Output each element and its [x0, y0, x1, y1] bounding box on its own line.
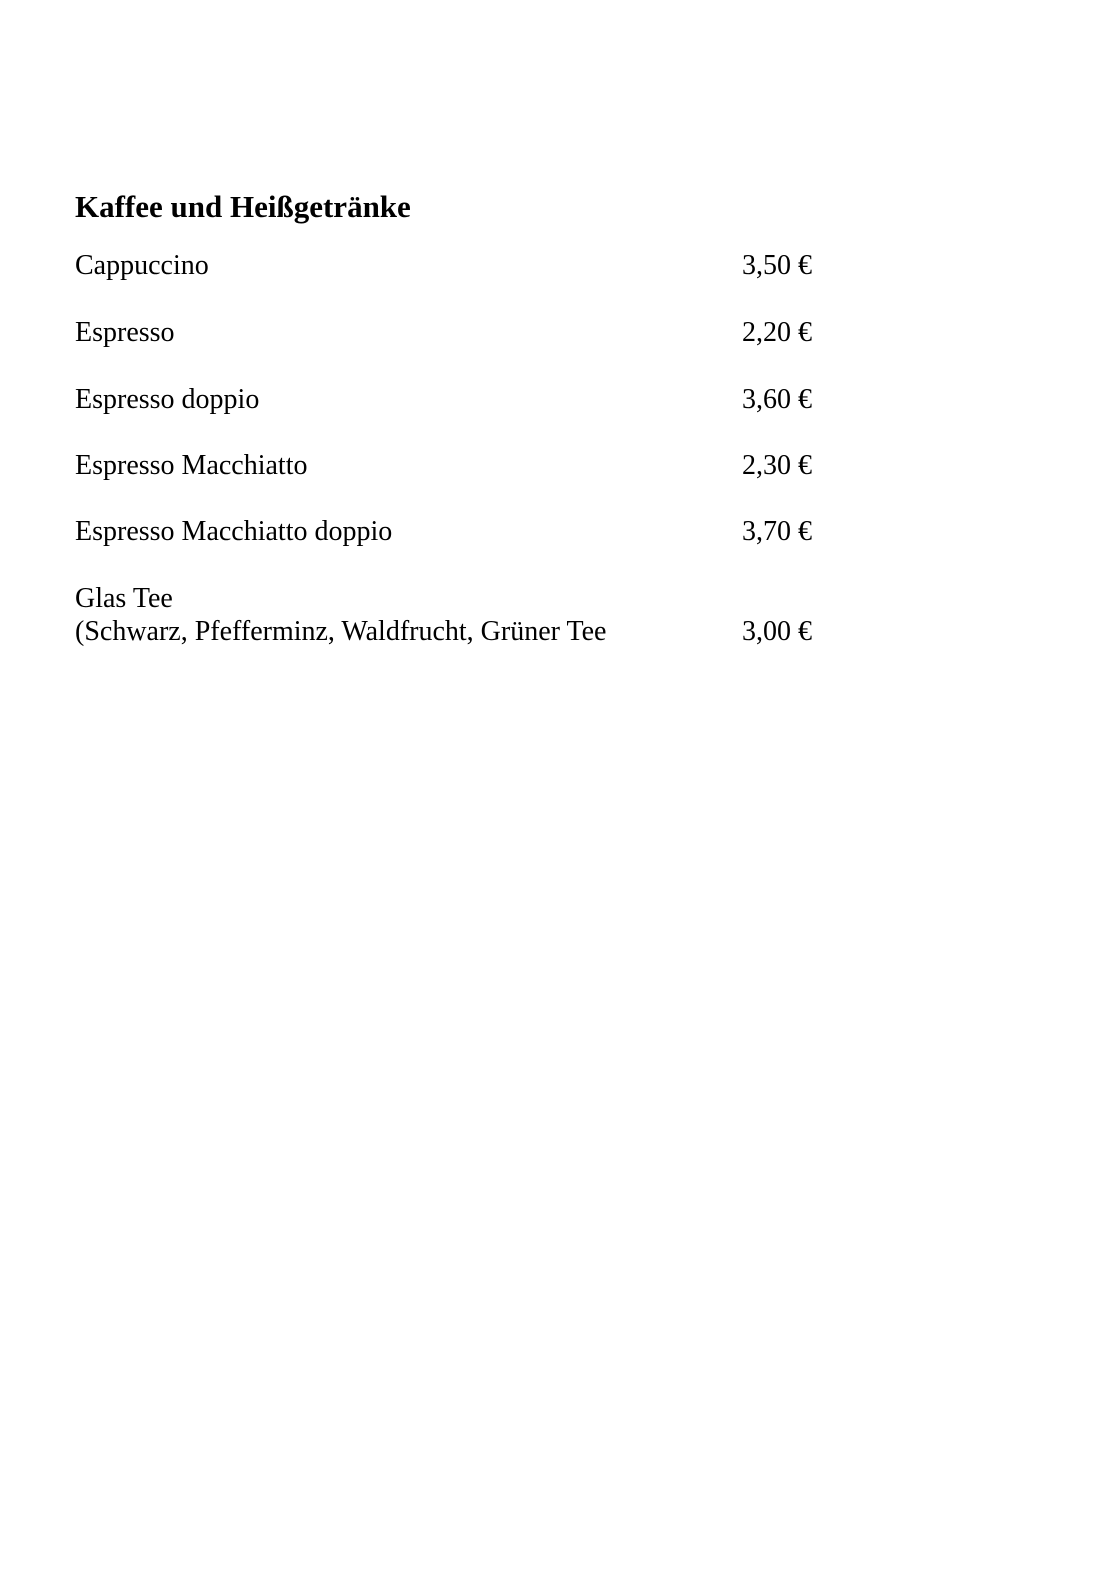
item-price: 3,70 €	[742, 516, 812, 547]
item-price: 2,20 €	[742, 317, 812, 348]
item-name: Espresso doppio	[75, 384, 260, 415]
item-name: Glas Tee	[75, 583, 173, 614]
item-name: Espresso Macchiatto	[75, 450, 308, 481]
item-price: 3,00 €	[742, 616, 812, 647]
menu-title: Kaffee und Heißgetränke	[75, 189, 411, 224]
item-name: Espresso Macchiatto doppio	[75, 516, 393, 547]
item-description: (Schwarz, Pfefferminz, Waldfrucht, Grüner Tee	[75, 616, 607, 647]
item-price: 2,30 €	[742, 450, 812, 481]
item-name: Cappuccino	[75, 250, 209, 281]
item-price: 3,50 €	[742, 250, 812, 281]
item-price: 3,60 €	[742, 384, 812, 415]
item-name: Espresso	[75, 317, 175, 348]
